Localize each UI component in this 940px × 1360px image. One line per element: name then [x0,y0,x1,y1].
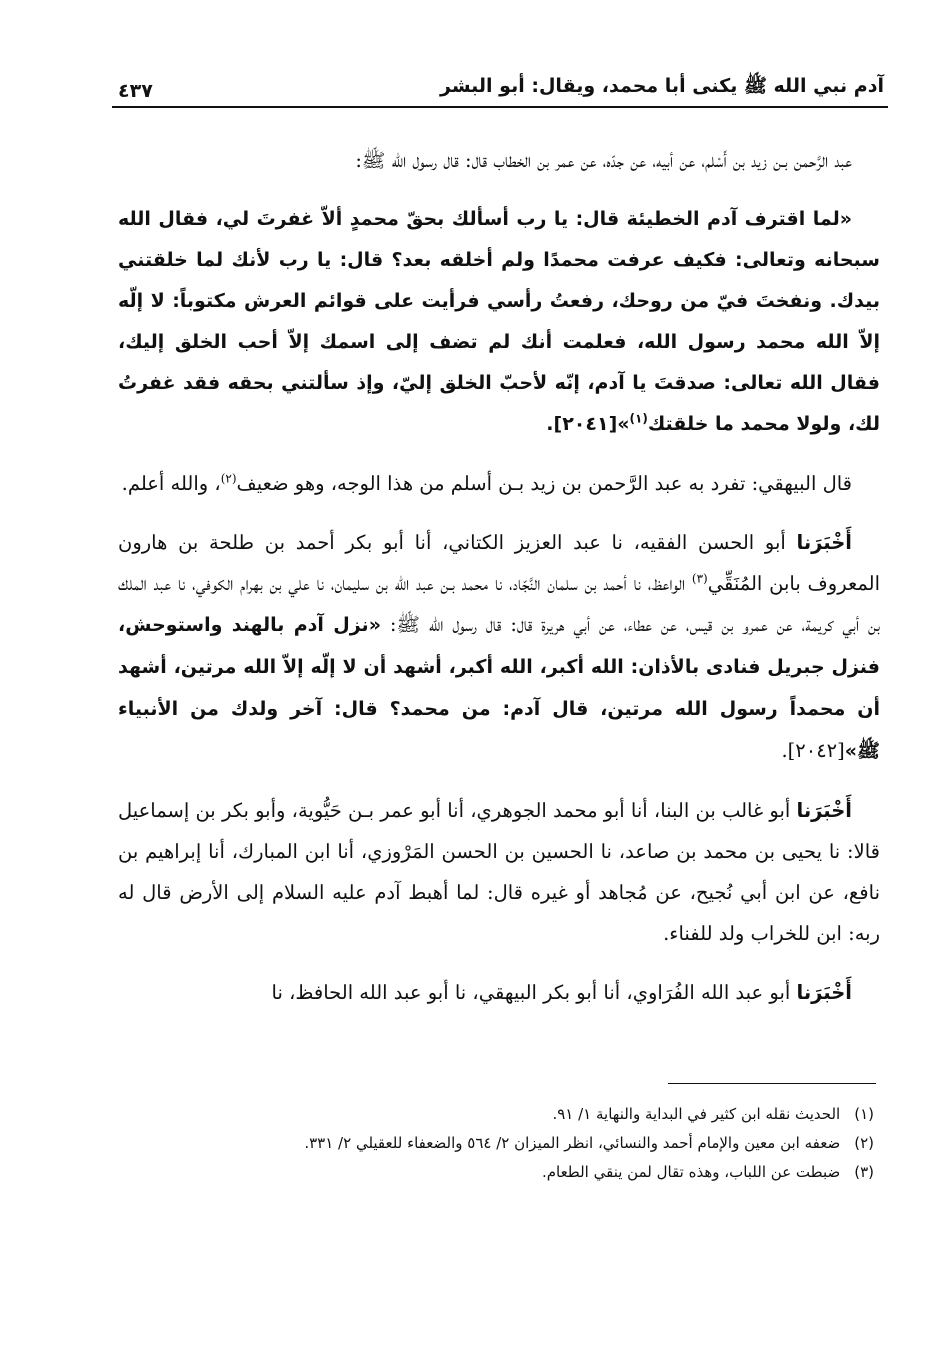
page-number: ٤٣٧ [118,80,153,102]
paragraph-text: قال البيهقي: تفرد به عبد الرَّحمن بن زيد بـن أسلم من هذا الوجه، وهو ضعيف [236,472,852,495]
page-header [118,70,884,102]
paragraph-tail: ، والله أعلم. [121,472,221,495]
footnote-text: الحديث نقله ابن كثير في البداية والنهاية ١/ ٩١. [552,1105,841,1123]
hadith-number: »[٢٠٤١]. [546,413,630,435]
paragraph-text: الواعظ، نا أحمد بن سلمان النَّجّاد، نا محمد بـن عبد الله بن سليمان، نا علي بن بهرام الكوفي، نا عبد الملك بن أبي كريمة، عن عمرو بن قيس، عن عطاء، عن أبي هريرة قال: قال رسول الله ﷺ: [118,572,880,636]
paragraph-text: عبد الرَّحمن بـن زيد بن أَسْلم، عن أبيه، عن جدّه، عن عمر بن الخطاب قال: قال رسول الله ﷺ: [355,149,852,172]
paragraph-akhbarana-3 [118,972,880,1013]
paragraph-bayhaqi [118,463,880,504]
footnote-number: (٣) [854,1163,874,1181]
paragraph-akhbarana-2 [118,790,880,954]
footnote-3 [118,1158,874,1187]
paragraph-text: أبو عبد الله الفُرَاوي، أنا أبو بكر البيهقي، نا أبو عبد الله الحافظ، نا [271,981,797,1004]
footnote-text: ضبطت عن اللباب، وهذه تقال لمن ينقي الطعام. [541,1163,841,1181]
footnote-ref-1[interactable]: (١) [629,411,648,426]
paragraph-text: أبو غالب بن البنا، أنا أبو محمد الجوهري، أنا أبو عمر بـن حَيُّوية، وأبو بكر بن إسماعيل قالا: نا يحيى بن محمد بن صاعد، نا الحسين بن الحسن المَرْوزي، أنا ابن المبارك، أنا إبراهيم بن نافع، عن ابن أبي نُجيح، عن مُجاهد أو غيره قال: لما أهبط آدم عليه السلام إلى الأرض قال له ربه: ابن للخراب ولد للفناء. [118,799,880,945]
hadith-number: [٢٠٤٢]. [781,739,845,762]
running-title: آدم نبي الله ﷺ يكنى أبا محمد، ويقال: أبو البشر [440,75,884,97]
footnote-number: (٢) [854,1134,874,1152]
footnote-number: (١) [854,1105,874,1123]
paragraph-hadith [118,199,880,445]
footnote-ref-3[interactable]: (٣) [691,571,708,586]
lead-word: أَخْبَرَنا [796,981,852,1004]
lead-word: أَخْبَرَنا [796,799,852,822]
footnote-1 [118,1100,874,1129]
paragraph-isnad [118,140,880,181]
footnote-2 [118,1129,874,1158]
footnote-text: ضعفه ابن معين والإمام أحمد والنسائي، انظر الميزان ٢/ ٥٦٤ والضعفاء للعقيلي ٢/ ٣٣١. [304,1134,841,1152]
header-rule [112,106,888,108]
footnotes [118,1100,874,1187]
paragraph-akhbarana-1 [118,522,880,772]
main-text [118,140,880,1031]
footnote-rule [668,1083,876,1084]
hadith-text: «نزل آدم بالهند واستوحش، فنزل جبريل فنادى بالأذان: الله أكبر، الله أكبر، أشهد أن لا إلّه إلاّ الله مرتين، أشهد أن محمداً رسول الله مرتين، قال آدم: من محمد؟ قال: آخر ولدك من الأنبياء ﷺ» [118,614,880,762]
hadith-text: «لما اقترف آدم الخطيئة قال: يا رب أسألك بحقّ محمدٍ ألاّ غفرتَ لي، فقال الله سبحانه وتعالى: فكيف عرفت محمدًا ولم أخلقه بعد؟ قال: يا رب لأنك لما خلقتني بيدك. ونفختَ فيّ من روحك، رفعتُ رأسي فرأيت على قوائم العرش مكتوباً: لا إلّه إلاّ الله محمد رسول الله، فعلمت أنك لم تضف إلى اسمك إلاّ أحب الخلق إليك، فقال الله تعالى: صدقتَ يا آدم، إنّه لأحبّ الخلق إليّ، وإذ سألتني بحقه فقد غفرتُ لك، ولولا محمد ما خلقتك [118,208,880,435]
lead-word: أَخْبَرَنا [796,531,852,554]
footnote-ref-2[interactable]: (٢) [220,471,237,486]
paragraph-text: أبو الحسن الفقيه، نا عبد العزيز الكتاني، أنا أبو بكر أحمد بن طلحة بن هارون المعروف بابن المُنَقِّي [118,531,880,595]
